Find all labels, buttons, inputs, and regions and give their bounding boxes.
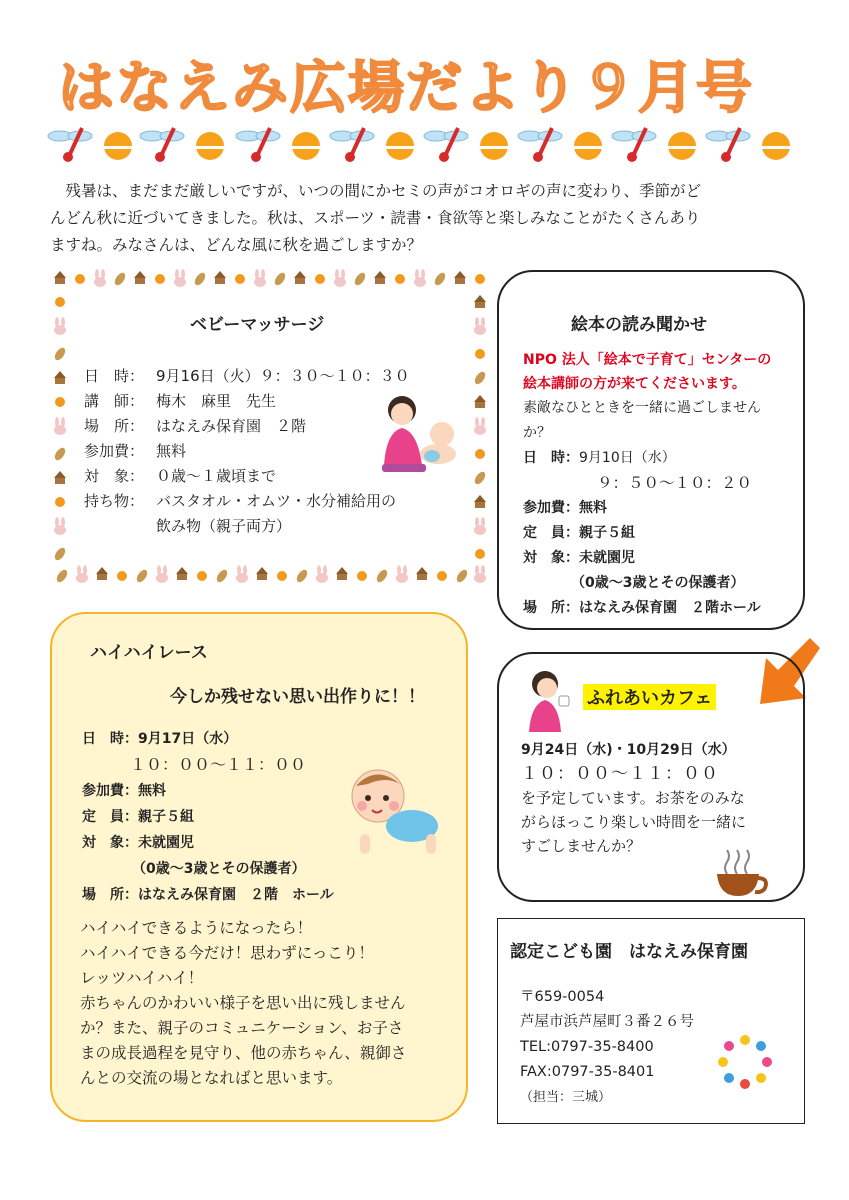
- dragonfly-icon: [612, 128, 656, 162]
- fax: FAX:0797-35-8401: [520, 1064, 655, 1080]
- dragonfly-icon: [706, 128, 750, 162]
- dragonfly-icon: [140, 128, 184, 162]
- crawl-race-title: ハイハイレース: [90, 643, 208, 663]
- body-line: を予定しています。お茶をのみな: [521, 789, 745, 807]
- crawl-race-section: [50, 612, 468, 1122]
- baby-massage-title: ベビーマッサージ: [190, 315, 325, 335]
- detail-row: 持ち物： バスタオル・オムツ・水分補給用の: [84, 492, 397, 510]
- body-line: か？: [523, 425, 551, 441]
- address: 芦屋市浜芦屋町３番２６号: [520, 1014, 694, 1030]
- baby-massage-section: [50, 268, 490, 586]
- time-row: １０：００～１１：００: [130, 755, 307, 774]
- date-row: 日 時：9月10日（水）: [523, 450, 676, 466]
- intro-line: ますね。みなさんは、どんな風に秋を過ごしますか？: [50, 236, 423, 254]
- body-line: がらほっこり楽しい時間を一緒に: [521, 813, 747, 831]
- intro-line: 残暑は、まだまだ厳しいですが、いつの間にかセミの声がコオロギの声に変わり、季節がど: [65, 182, 702, 200]
- zip-code: 〒659-0054: [520, 989, 605, 1005]
- dragonfly-icon: [48, 128, 92, 162]
- body-line: ハイハイできる今だけ！思わずにっこり！: [80, 944, 374, 962]
- dragonfly-icon: [424, 128, 468, 162]
- body-line: 素敵なひとときを一緒に過ごしません: [523, 400, 761, 416]
- body-line: まの成長過程を見守り、他の赤ちゃん、親御さ: [80, 1044, 407, 1062]
- coffee-cup-icon: [713, 846, 775, 898]
- crawl-race-subtitle: 今しか残せない思い出作りに！！: [170, 687, 425, 707]
- frame-right-border: [473, 295, 488, 559]
- sun-icon: [666, 132, 698, 160]
- highlight-line: 絵本講師の方が来てくださいます。: [523, 376, 746, 392]
- fureai-cafe-section: [497, 652, 805, 902]
- dragonfly-sun-border: [46, 124, 806, 164]
- intro-line: んどん秋に近づいてきました。秋は、スポーツ・読書・食欲等と楽しみなことがたくさんあり: [50, 209, 701, 227]
- frame-top-border: [54, 269, 485, 287]
- sun-icon: [478, 132, 510, 160]
- body-line: レッツハイハイ！: [80, 969, 204, 987]
- body-line: 赤ちゃんのかわいい様子を思い出に残しません: [80, 994, 406, 1012]
- body-line: か？また、親子のコミュニケーション、お子さ: [80, 1019, 404, 1037]
- target-row: 対 象：未就園児: [523, 550, 635, 566]
- crawl-race-body: [80, 916, 460, 1091]
- picture-book-section: [497, 270, 805, 630]
- target-row: 対 象：未就園児: [82, 835, 194, 851]
- detail-row: 参加費： 無料: [84, 442, 187, 460]
- tel: TEL:0797-35-8400: [520, 1039, 654, 1055]
- fee-row: 参加費：無料: [523, 500, 607, 516]
- capacity-row: 定 員：親子５組: [523, 525, 635, 541]
- page-title: はなえみ広場だより９月号: [58, 56, 754, 121]
- highlight-line: NPO 法人「絵本で子育て」センターの: [523, 352, 772, 368]
- picture-book-title: 絵本の読み聞かせ: [571, 315, 707, 335]
- sun-icon: [290, 132, 322, 160]
- nursery-name: 認定こども園 はなえみ保育園: [510, 942, 748, 962]
- dragonfly-icon: [330, 128, 374, 162]
- sun-icon: [102, 132, 134, 160]
- date-row: 日 時：9月17日（水）: [82, 731, 238, 747]
- detail-row: 講 師： 梅木 麻里 先生: [84, 392, 277, 410]
- fee-row: 参加費：無料: [82, 783, 166, 799]
- picture-book-details: [523, 348, 793, 621]
- frame-left-border: [53, 297, 68, 562]
- body-line: すごしませんか？: [521, 837, 642, 855]
- time-row: ９：５０～１０：２０: [597, 474, 753, 492]
- baby-massage-details: [84, 364, 410, 539]
- target-cont-row: （0歳～3歳とその保護者）: [571, 575, 745, 591]
- target-cont-row: （0歳～3歳とその保護者）: [132, 861, 306, 877]
- crawling-baby-illustration: [346, 764, 446, 860]
- crawl-race-details: [82, 726, 334, 908]
- intro-text: [50, 178, 810, 259]
- nursery-contact: [520, 985, 694, 1110]
- cafe-time: １０：００～１１：００: [521, 764, 719, 784]
- detail-row: 場 所： はなえみ保育園 ２階: [84, 417, 307, 435]
- sun-icon: [572, 132, 604, 160]
- body-line: んとの交流の場となればと思います。: [80, 1069, 343, 1087]
- detail-row: 対 象： ０歳～１歳頃まで: [84, 467, 277, 485]
- contact-person: （担当：三城）: [520, 1090, 612, 1105]
- sun-icon: [760, 132, 792, 160]
- body-line: ハイハイできるようになったら！: [80, 919, 313, 937]
- cafe-dates: 9月24日（水)・10月29日（水）: [521, 742, 736, 758]
- flower-wreath-icon: [718, 1035, 772, 1089]
- place-row: 場 所：はなえみ保育園 ２階ホール: [523, 600, 761, 616]
- sun-icon: [194, 132, 226, 160]
- mother-baby-illustration: [372, 388, 464, 478]
- nursery-info-section: [497, 918, 805, 1124]
- dragonfly-icon: [236, 128, 280, 162]
- place-row: 場 所：はなえみ保育園 ２階 ホール: [82, 887, 334, 903]
- detail-row: 日 時： 9月16日（火）９：３０～１０：３０: [84, 367, 410, 385]
- cafe-title: ふれあいカフェ: [583, 684, 716, 710]
- dragonfly-icon: [518, 128, 562, 162]
- frame-bottom-border: [55, 565, 486, 584]
- capacity-row: 定 員：親子５組: [82, 809, 194, 825]
- woman-drinking-tea-illustration: [523, 666, 579, 732]
- cafe-details: [521, 738, 801, 858]
- sun-icon: [384, 132, 416, 160]
- detail-row-continued: 飲み物（親子両方）: [156, 517, 292, 535]
